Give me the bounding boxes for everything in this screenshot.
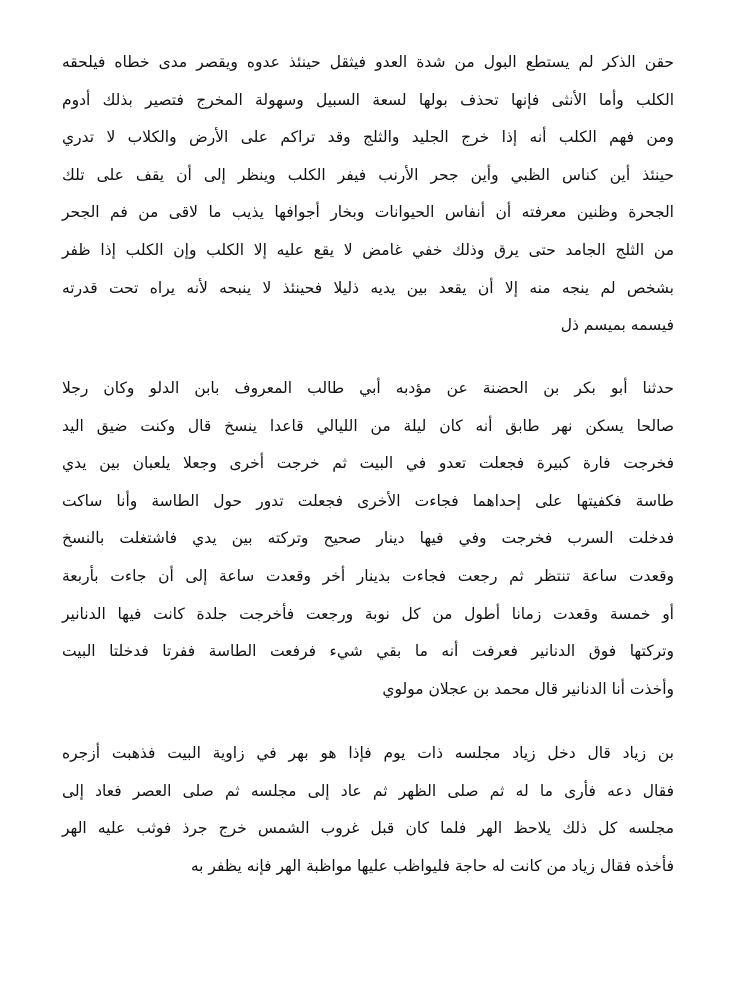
text-line: أو خمسة وقعدت زمانا أطول من كل نوبة ورجعت فأخرجت جلدة كانت فيها الدنانير <box>62 604 674 623</box>
paragraph-mice-story <box>62 370 674 708</box>
text-line: من الثلج الجامد حتى يرق وذلك خفي غامض لا يقع عليه إلا الكلب وإن الكلب إذا ظفر <box>62 240 674 259</box>
text-line: فخرجت فارة كبيرة فجعلت تعدو في البيت ثم خرجت أخرى وجعلا يلعبان بين يدي <box>62 454 674 473</box>
text-line: طاسة فكفيتها على إحداهما فجاءت الأخرى فجعلت تدور حول الطاسة وأنا ساكت <box>62 491 674 510</box>
text-line: فقال دعه فأرى ما له ثم صلى الظهر ثم عاد إلى مجلسه ثم صلى العصر فعاد إلى <box>62 781 674 800</box>
text-line: وقعدت ساعة تنتظر ثم رجعت فجاءت بدينار أخر وقعدت ساعة إلى أن جاءت بأربعة <box>62 566 674 585</box>
text-line: ومن فهم الكلب أنه إذا خرج الجليد والثلج وقد تراكم على الأرض والكلاب لا تدري <box>62 128 674 147</box>
text-line: الجحرة وظنين معرفته أن أنفاس الحيوانات وبخار أجوافها يذيب ما لاقى من فم الجحر <box>62 203 674 222</box>
text-line: بشخص لم ينجه منه إلا أن يقعد بين يديه ذليلا فحينئذ لا ينبحه لأنه يراه تحت قدرته <box>62 278 674 297</box>
text-line: وتركتها فوق الدنانير فعرفت أنه ما بقي شيء فرفعت الطاسة ففرتا فدخلتا البيت <box>62 642 674 661</box>
text-line: صالحا يسكن نهر طابق أنه كان ليلة من الليالي قاعدا ينسخ قال وكنت ضيق اليد <box>62 416 674 435</box>
text-line: وأخذت أنا الدنانير قال محمد بن عجلان مولوي <box>382 679 674 698</box>
paragraph-cat-story <box>62 735 674 885</box>
text-line: فدخلت السرب فخرجت وفي فيها دينار صحيح وتركته بين يدي فاشتغلت بالنسخ <box>62 529 674 548</box>
paragraph-dog-behavior <box>62 44 674 345</box>
text-line: حدثنا أبو بكر بن الحضنة عن مؤدبه أبي طالب المعروف بابن الدلو وكان رجلا <box>62 379 674 397</box>
text-line: حقن الذكر لم يستطع البول من شدة العدو فيثقل حينئذ عدوه ويقصر مدى خطاه فيلحقه <box>62 53 674 71</box>
text-line: بن زياد قال دخل زياد مجلسه ذات يوم فإذا هو بهر في زاوية البيت فذهبت أزجره <box>62 744 674 762</box>
text-line: فيسمه بميسم ذل <box>560 316 674 335</box>
text-line: الكلب وأما الأنثى فإنها تحذف بولها لسعة السبيل وسهولة المخرج فتصير بذلك أدوم <box>62 90 674 109</box>
text-line: حينئذ أين كناس الظبي وأين جحر الأرنب فيفر الكلب وينظر إلى أن يقف على تلك <box>62 165 674 184</box>
text-line: فأخذه فقال زياد من كانت له حاجة فليواظب عليها مواظبة الهر فإنه يظفر به <box>190 856 674 875</box>
text-line: مجلسه كل ذلك يلاحظ الهر فلما كان قبل غروب الشمس خرج جرذ فوثب عليه الهر <box>62 819 674 838</box>
